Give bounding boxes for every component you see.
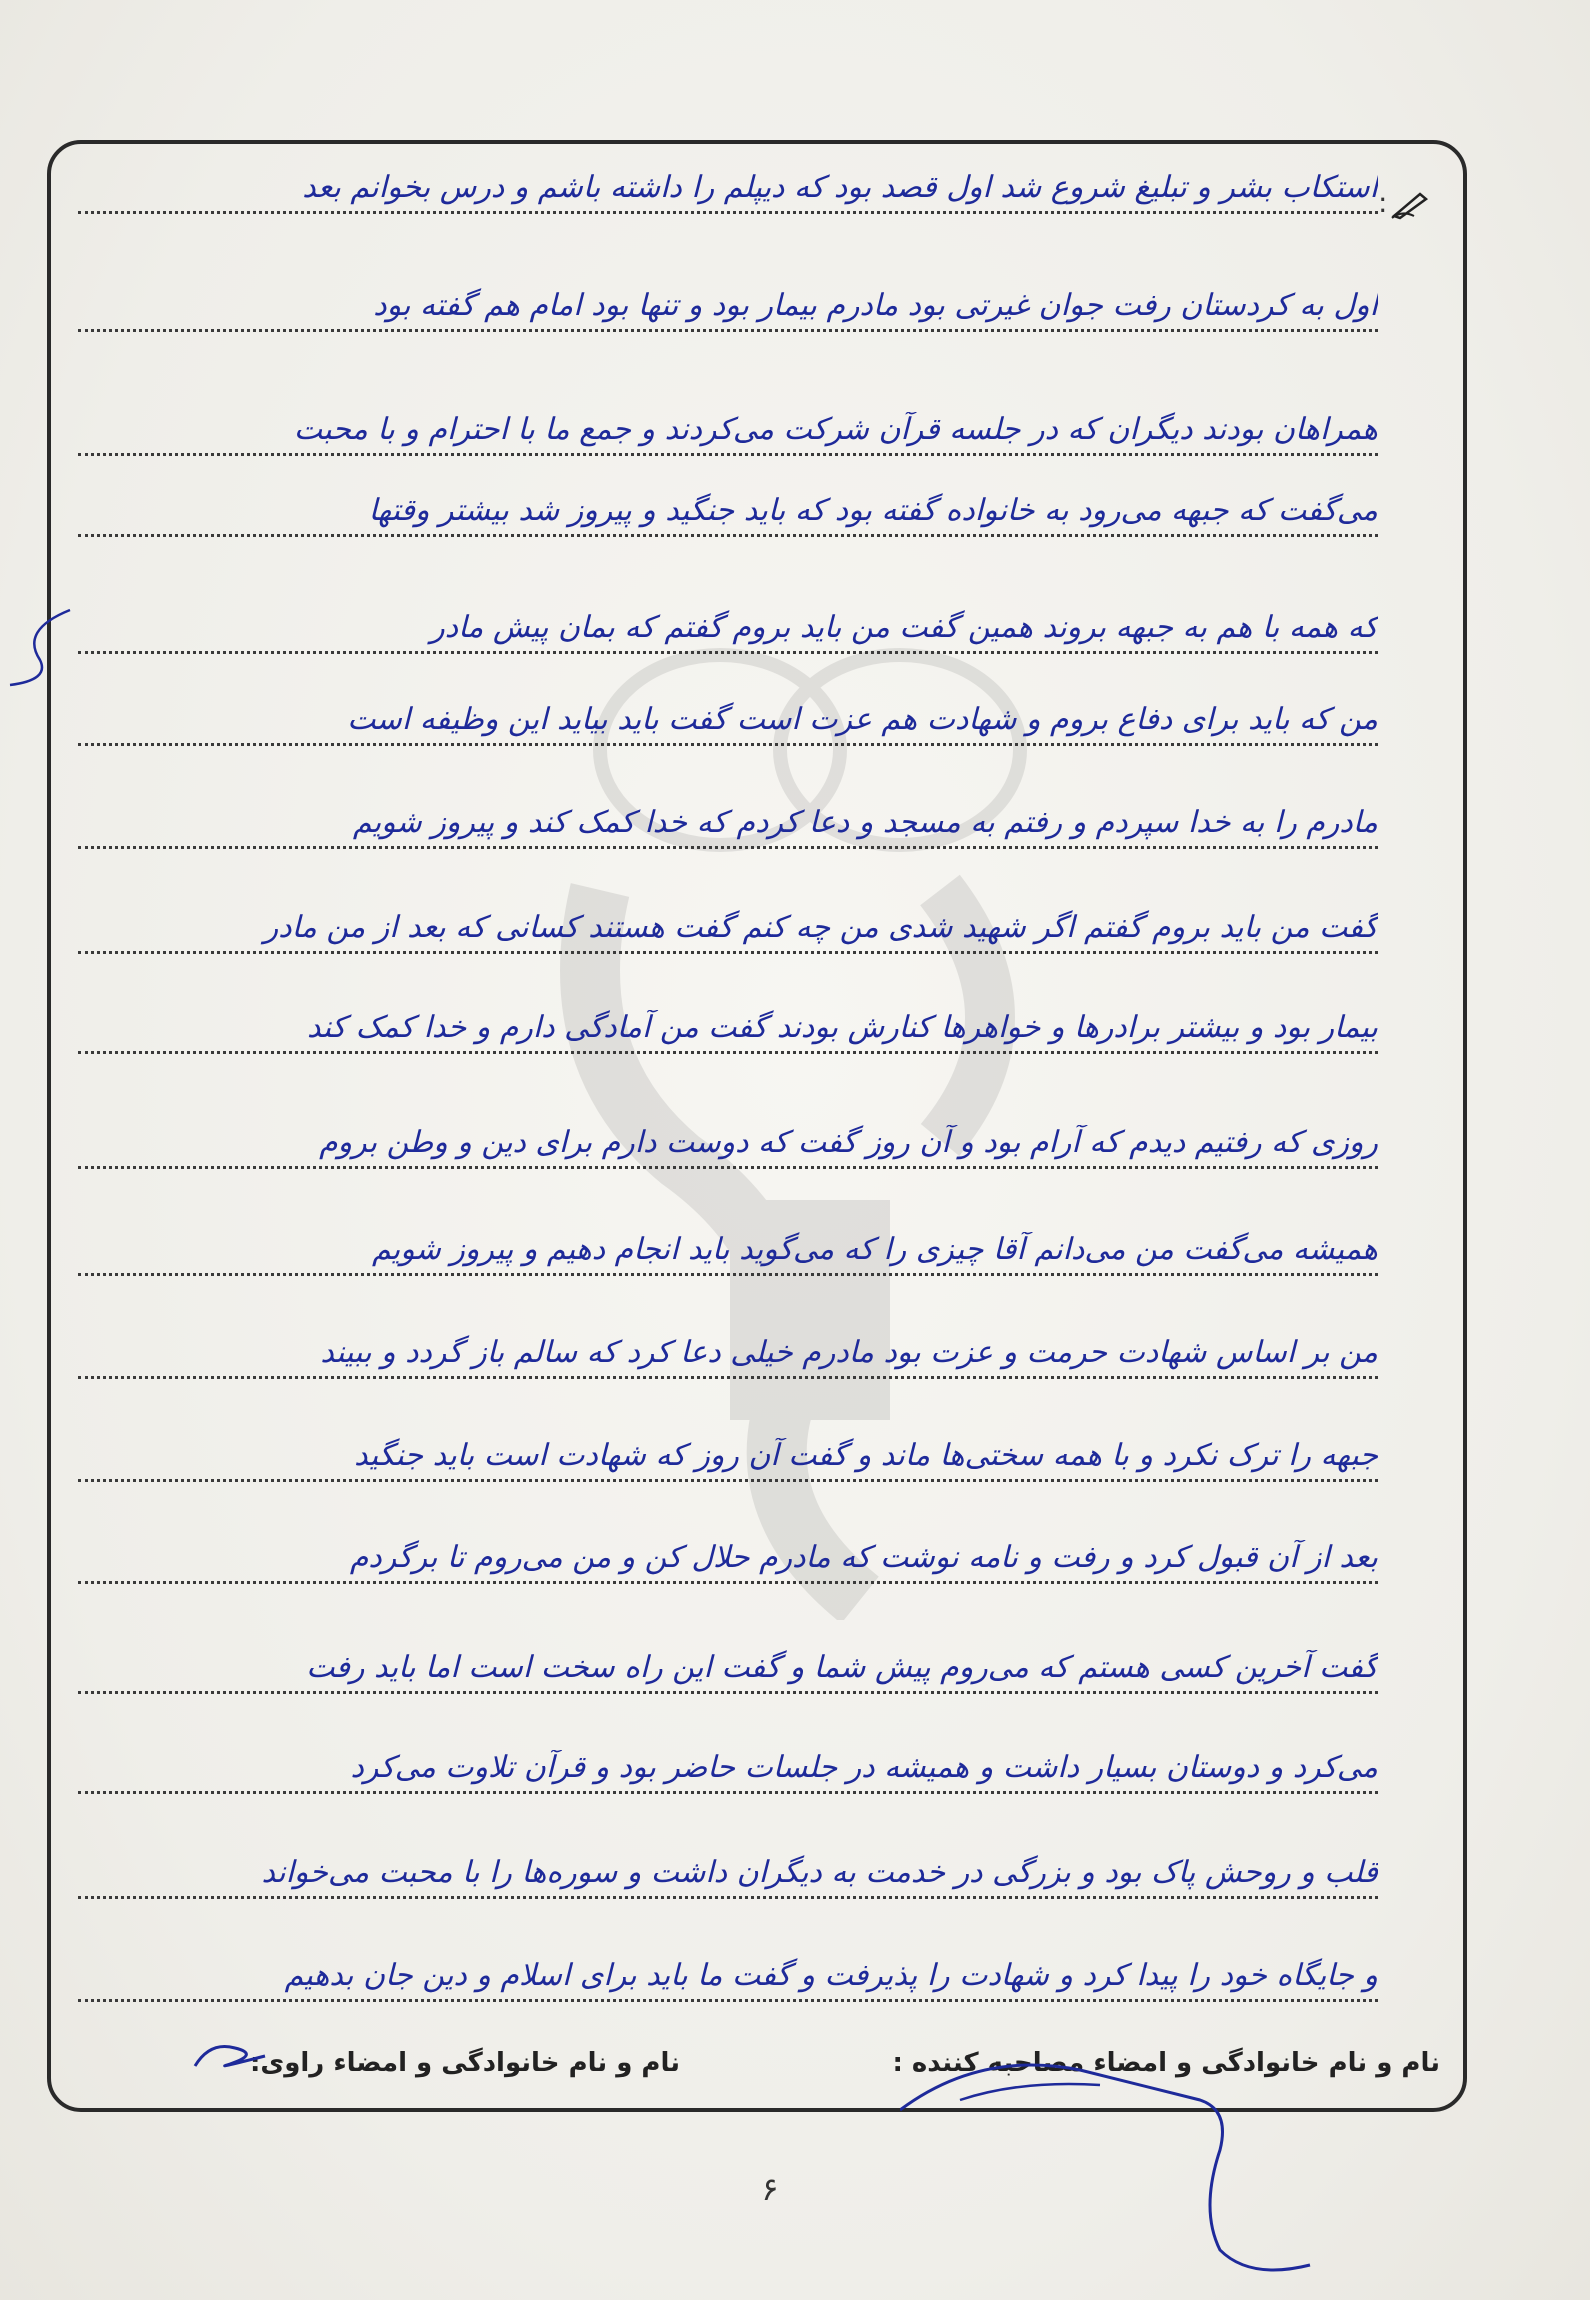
handwritten-line-text: استکاب بشر و تبلیغ شروع شد اول قصد بود که دیپلم را داشته باشم و درس بخوانم بعد — [302, 170, 1378, 205]
handwritten-line — [78, 160, 1378, 214]
handwritten-line — [78, 402, 1378, 456]
handwritten-line-text: همراهان بودند دیگران که در جلسه قرآن شرکت می‌کردند و جمع ما با احترام و با محبت — [293, 412, 1378, 447]
handwritten-line-text: اول به کردستان رفت جوان غیرتی بود مادرم بیمار بود و تنها بود امام هم گفته بود — [373, 288, 1378, 323]
handwritten-line — [78, 1000, 1378, 1054]
handwritten-line — [78, 1740, 1378, 1794]
handwritten-line — [78, 1115, 1378, 1169]
interviewer-signature-label: نام و نام خانوادگی و امضاء مصاحبه کننده : — [892, 2048, 1440, 2078]
handwritten-line-text: بیمار بود و بیشتر برادرها و خواهرها کنارش بودند گفت من آمادگی دارم و خدا کمک کند — [307, 1010, 1378, 1045]
handwritten-line-text: و جایگاه خود را پیدا کرد و شهادت را پذیرفت و گفت ما باید برای اسلام و دین جان بدهیم — [284, 1958, 1378, 1993]
handwritten-line — [78, 795, 1378, 849]
interviewer-signature-scribble — [900, 2040, 1320, 2280]
narrator-signature-label: نام و نام خانوادگی و امضاء راوی: — [250, 2048, 680, 2078]
handwritten-line — [78, 278, 1378, 332]
handwritten-line — [78, 692, 1378, 746]
handwritten-line — [78, 600, 1378, 654]
handwritten-line-text: گفت من باید بروم گفتم اگر شهید شدی من چه کنم گفت هستند کسانی که بعد از من مادر — [263, 910, 1378, 945]
narrator-signature-scribble — [190, 2036, 270, 2076]
handwritten-line-text: می‌کرد و دوستان بسیار داشت و همیشه در جلسات حاضر بود و قرآن تلاوت می‌کرد — [350, 1750, 1378, 1785]
handwritten-line-text: روزی که رفتیم دیدم که آرام بود و آن روز گفت که دوست دارم برای دین و وطن بروم — [319, 1125, 1378, 1160]
handwritten-line-text: قلب و روحش پاک بود و بزرگی در خدمت به دیگران داشت و سوره‌ها را با محبت می‌خواند — [261, 1855, 1378, 1890]
handwritten-line — [78, 900, 1378, 954]
handwritten-line-text: من بر اساس شهادت حرمت و عزت بود مادرم خیلی دعا کرد که سالم باز گردد و ببیند — [320, 1335, 1378, 1370]
handwritten-line-text: من که باید برای دفاع بروم و شهادت هم عزت است گفت باید بیاید این وظیفه است — [347, 702, 1378, 737]
handwritten-line-text: گفت آخرین کسی هستم که می‌روم پیش شما و گفت این راه سخت است اما باید رفت — [306, 1650, 1378, 1685]
handwritten-line-text: همیشه می‌گفت من می‌دانم آقا چیزی را که می‌گوید باید انجام دهیم و پیروز شویم — [371, 1232, 1378, 1267]
header-colon: : — [1378, 186, 1388, 219]
handwritten-line-text: می‌گفت که جبهه می‌رود به خانواده گفته بود که باید جنگید و پیروز شد بیشتر وقتها — [368, 493, 1378, 528]
handwritten-line-text: جبهه را ترک نکرد و با همه سختی‌ها ماند و گفت آن روز که شهادت است باید جنگید — [354, 1438, 1378, 1473]
handwritten-line — [78, 1640, 1378, 1694]
page-number: ۶ — [761, 2170, 779, 2208]
handwritten-line — [78, 1222, 1378, 1276]
handwritten-line-text: که همه با هم به جبهه بروند همین گفت من باید بروم گفتم که بمان پیش مادر — [430, 610, 1378, 645]
handwritten-line — [78, 1325, 1378, 1379]
handwritten-line — [78, 1530, 1378, 1584]
handwritten-line-text: مادرم را به خدا سپردم و رفتم به مسجد و دعا کردم که خدا کمک کند و پیروز شویم — [352, 805, 1378, 840]
handwritten-line — [78, 1428, 1378, 1482]
handwritten-line — [78, 1845, 1378, 1899]
handwritten-line — [78, 483, 1378, 537]
handwritten-line-text: بعد از آن قبول کرد و رفت و نامه نوشت که مادرم حلال کن و من می‌روم تا برگردم — [349, 1540, 1378, 1575]
handwritten-line — [78, 1948, 1378, 2002]
